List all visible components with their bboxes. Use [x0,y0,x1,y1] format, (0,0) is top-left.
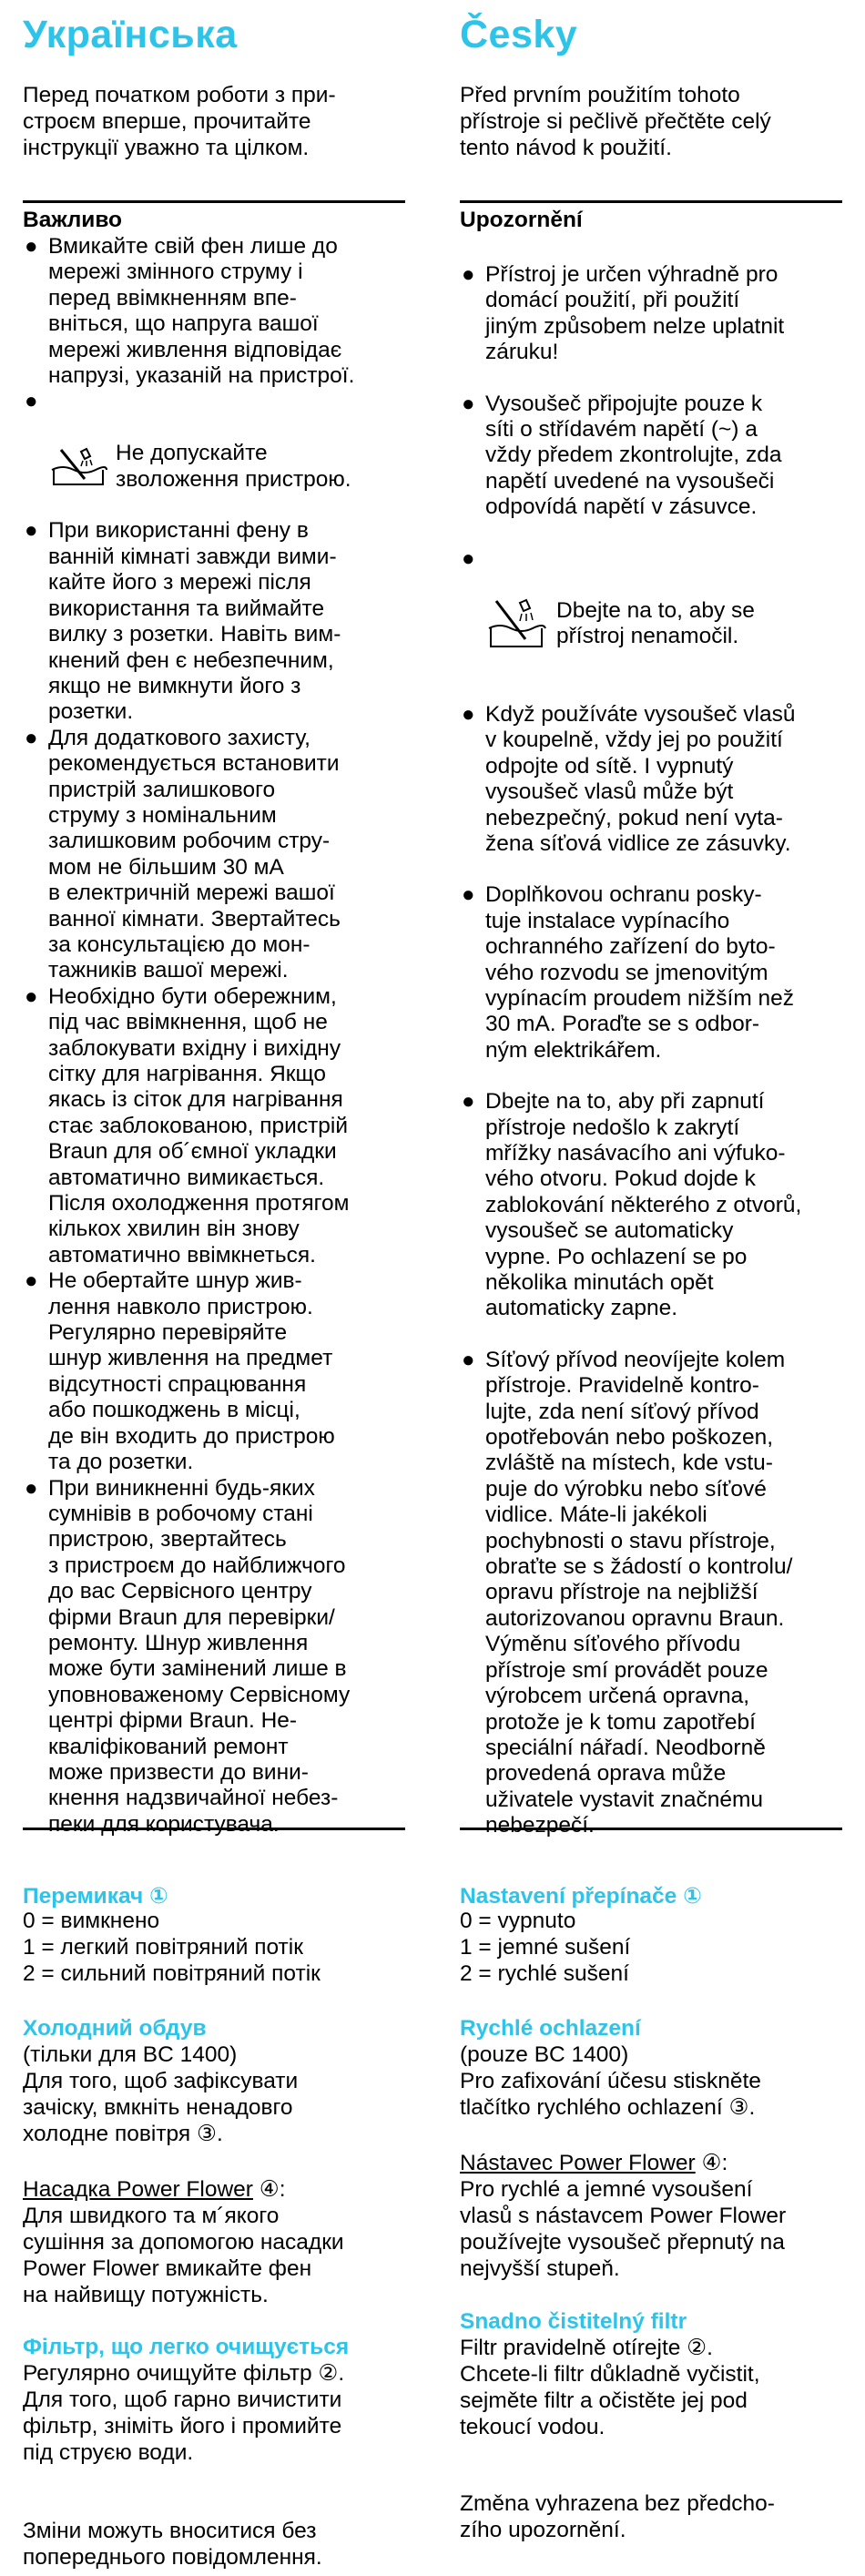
bullet-icon: ● [25,518,38,544]
warning-item: ● Doplňkovou ochranu posky- tuje instalace vypínacího ochranného zařízení do byto- vého rozvodu se jmenovitým vypínacím proudem nižším než 30 mA. Poraďte se s odbor- ným elektrikářem. [462,882,795,1063]
bullet-icon: ● [462,1089,475,1115]
divider [460,200,842,203]
bullet-icon: ● [25,389,38,414]
footer-note: Změna vyhrazena bez předcho- zího upozornění. [460,2491,775,2542]
bullet-icon: ● [25,1475,38,1501]
switch-settings: 0 = vypnuto 1 = jemné sušení 2 = rychlé sušení [460,1909,631,1986]
warning-item: ● Для додаткового захисту, рекомендується встановити пристрій залишкового струму з номінальним залишковим робочим стру- мом не більшим 30 мА в електричній мережі вашої ванної кімнати. Звертайтесь за консультацією до мон- тажників вашої мережі. [25,725,341,983]
power-flower-text: Pro rychlé a jemné vysoušení vlasů s nástavcem Power Flower používejte vysoušeč přepnutý na nejvyšší stupeň. [460,2177,787,2281]
water-drip-icon [485,597,549,650]
power-flower-section: Насадка Power Flower ④: [23,2177,286,2202]
warning-item: ● Необхідно бути обережним, під час ввімкнення, щоб не заблокувати вхідну і вихідну сітку для нагрівання. Якщо якась із сіток для нагрівання стає заблокованою, пристрій Braun для об´ємної укладки автоматично вимикається. Після охолодження протягом кількох хвилин він знову автоматично ввімкнеться. [25,983,350,1268]
footer-note: Зміни можуть вноситися без попереднього повідомлення. [23,2519,322,2570]
warning-item: ● Přístroj je určen výhradně pro domácí použití, při použití jiným způsobem nelze uplatnit záruku! [462,262,785,365]
bullet-icon: ● [462,701,475,727]
switch-settings: 0 = вимкнено 1 = легкий повітряний потік 2 = сильний повітряний потік [23,1909,321,1986]
warning-item: ● При використанні фену в ванній кімнаті завжди вими- кайте його з мережі після використання та виймайте вилку з розетки. Навіть вим- кнений фен є небезпечним, якщо не вимкнути його з розетки. [25,518,341,725]
cool-shot-text: (pouze BC 1400) Pro zafixování účesu stiskněte tlačítko rychlého ochlazení ③. [460,2042,761,2120]
bullet-icon: ● [462,262,475,287]
warning-heading: Важливо [23,208,123,232]
power-flower-title: Насадка Power Flower [23,2177,253,2202]
warning-item: ● Síťový přívod neovíjejte kolem přístroje. Pravidelně kontro- lujte, zda není síťový přívod opotřebován nebo poškozen, zvláště na místech, kde vstu- puje do výrobku nebo síťové vidlice. Máte-li jakékoli pochybnosti o stavu přístroje, obraťte se s žádostí o kontrolu/ opravu přístroje na nejbližší autorizovanou opravnu Braun. Výměnu síťového přívodu přístroje smí provádět pouze výrobcem určená opravna, protože je k tomu zapotřebí speciální nářadí. Neodborně provedená oprava může uživatele vystavit značnému nebezpečí. [462,1347,793,1838]
warning-item: ● Když používáte vysoušeč vlasů v koupelně, vždy jej po použití odpojte od sítě. I vypnutý vysoušeč vlasů může být nebezpečný, pokud není vyta- žena síťová vidlice ze zásuvky. [462,701,796,856]
warning-item: ● Dbejte na to, aby při zapnutí přístroje nedošlo k zakrytí mřížky nasávacího ani výfuko- vého otvoru. Pokud dojde k zablokování některého z otvorů, vysoušeč se automaticky vypne. Po ochlazení se po několika minutách opět automaticky zapne. [462,1089,802,1321]
water-drip-icon [48,446,108,488]
warning-list [460,262,842,1865]
switch-heading: Nastavení přepínače ① [460,1884,702,1909]
cool-shot-heading: Холодний обдув [23,2016,207,2041]
filter-heading: Snadno čistitelný filtr [460,2309,687,2334]
switch-heading: Перемикач ① [23,1884,168,1909]
warning-heading: Upozornění [460,208,583,232]
divider [23,1828,405,1830]
bullet-icon: ● [462,1347,475,1372]
intro-text: Перед початком роботи з при- строєм вперше, прочитайте інструкції уважно та цілком. [23,83,336,160]
filter-text: Регулярно очищуйте фільтр ②. Для того, щоб гарно вичистити фільтр, зніміть його і промийте під струєю води. [23,2361,345,2465]
warning-item-no-moisture: ● Dbejte na to, aby se přístroj nenamočil. [462,545,755,649]
bullet-icon: ● [462,545,475,571]
language-title-czech: Česky [460,13,578,56]
power-flower-section: Nástavec Power Flower ④: [460,2151,728,2175]
power-flower-text: Для швидкого та м´якого сушіння за допомогою насадки Power Flower вмикайте фен на найвищу потужність. [23,2204,344,2307]
bullet-icon: ● [25,983,38,1009]
power-flower-title: Nástavec Power Flower [460,2151,696,2175]
warning-item: ● Vysoušeč připojujte pouze k síti o střídavém napětí (~) a vždy předem zkontrolujte, zda napětí uvedené na vysoušeči odpovídá napětí v zásuvce. [462,391,782,520]
filter-text: Filtr pravidelně otírejte ②. Chcete-li filtr důkladně vyčistit, sejměte filtr a očistěte jej pod tekoucí vodou. [460,2336,760,2439]
cool-shot-heading: Rychlé ochlazení [460,2016,641,2041]
cool-shot-text: (тільки для BC 1400) Для того, щоб зафіксувати зачіску, вмкніть ненадовго холодне повітря ③. [23,2042,299,2146]
warning-item-no-moisture: ● Не допускайте зволоження пристрою. [25,389,351,492]
warning-item: ● Не обертайте шнур жив- лення навколо пристрою. Регулярно перевіряйте шнур живлення на предмет відсутності спрацювання або пошкоджень в місці, де він входить до пристрою та до розетки. [25,1268,335,1475]
warning-item: ● При виникненні будь-яких сумнівів в робочому стані пристрою, звертайтесь з пристроєм до найближчого до вас Сервісного центру фірми Braun для перевірки/ ремонту. Шнур живлення може бути замінений лише в уповноваженому Сервісному центрі фірми Braun. Не- кваліфікований ремонт може призвести до вини- кнення надзвичайної небез- пеки для користувача. [25,1475,351,1837]
warning-list [23,234,405,1838]
filter-heading: Фільтр, що легко очищується [23,2335,350,2359]
bullet-icon: ● [462,882,475,908]
bullet-icon: ● [462,391,475,416]
divider [23,200,405,203]
language-title-ukrainian: Українська [23,13,238,56]
bullet-icon: ● [25,234,38,259]
divider [460,1828,842,1830]
intro-text: Před prvním použitím tohoto přístroje si pečlivě přečtěte celý tento návod k použití. [460,83,771,160]
bullet-icon: ● [25,1268,38,1294]
bullet-icon: ● [25,725,38,750]
warning-item: ● Вмикайте свій фен лише до мережі змінного струму і перед ввімкненням впе- вніться, що напруга вашої мережі живлення відповідає напрузі, указаній на пристрої. [25,234,355,389]
